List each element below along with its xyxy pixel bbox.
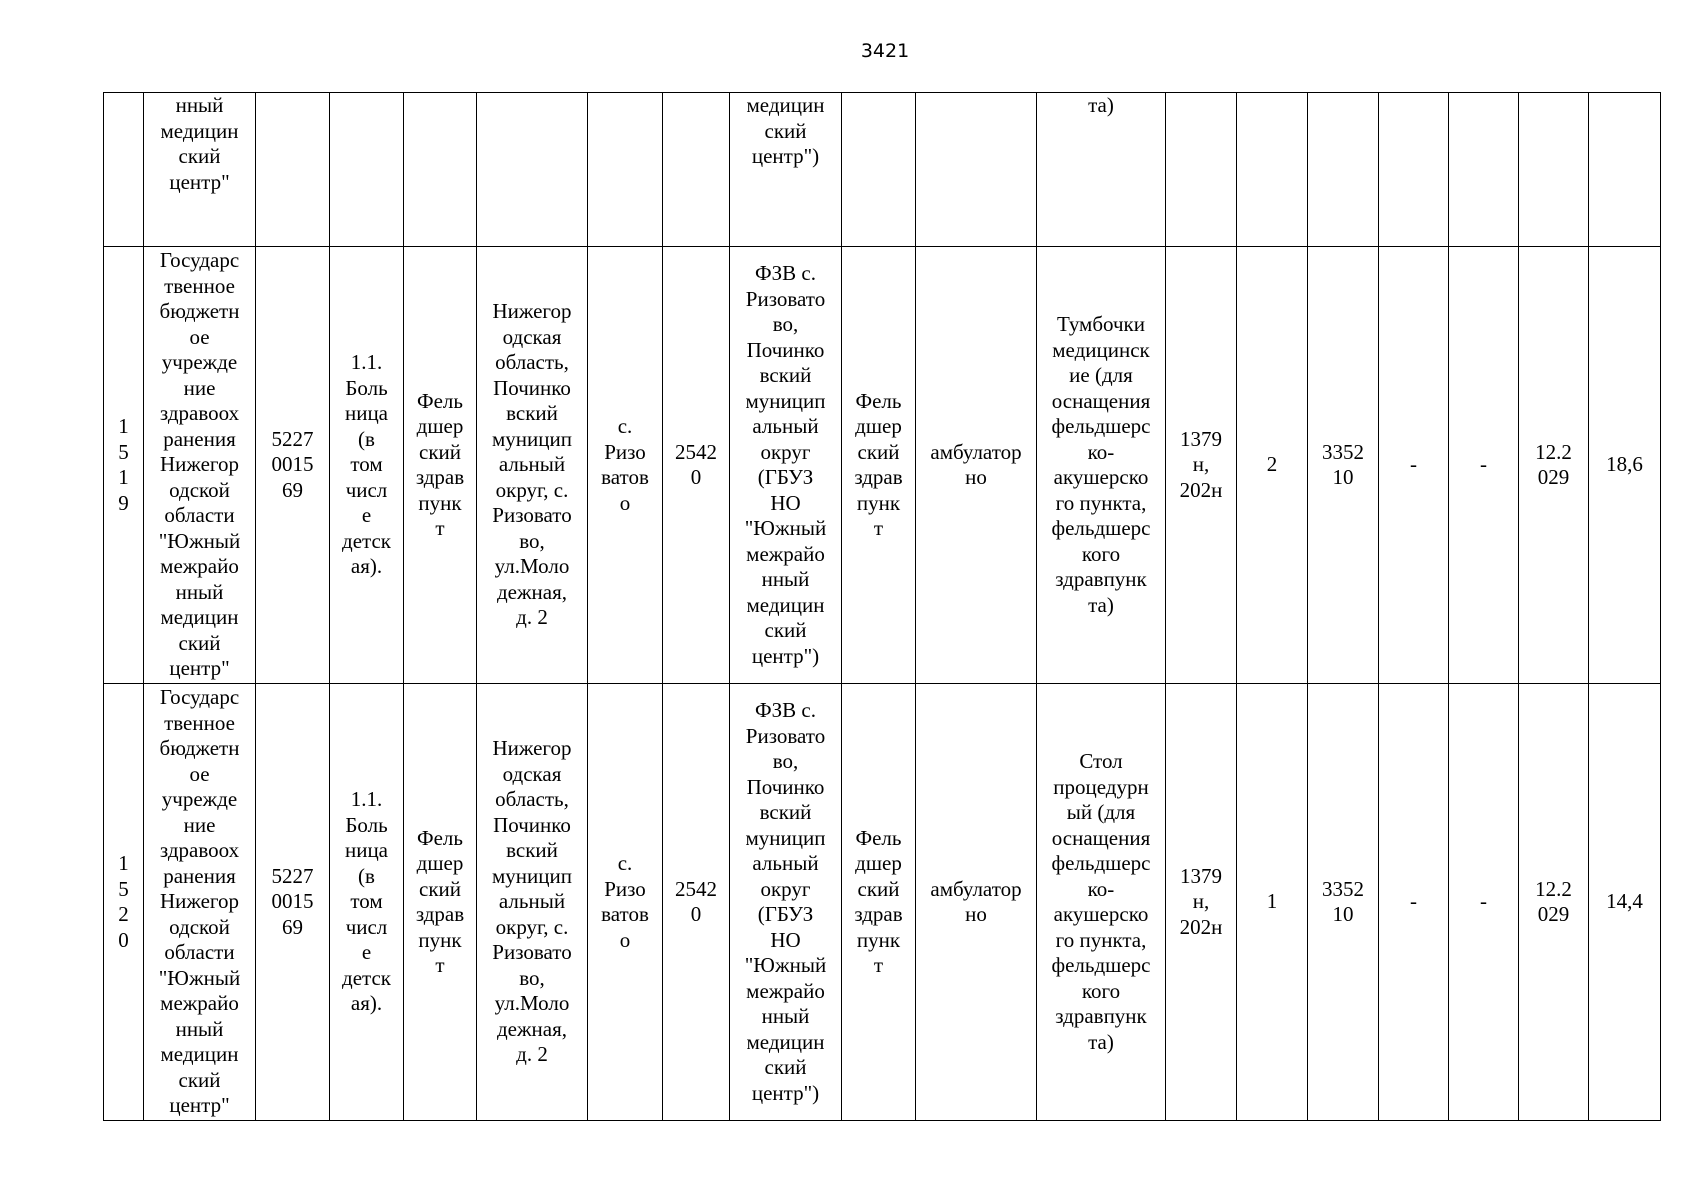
table-cell: та) (1037, 93, 1166, 247)
unit-type-cell: Фель дшер ский здрав пунк т (404, 684, 477, 1121)
code-cell: 2542 0 (663, 684, 730, 1121)
unit-name-cell: ФЗВ с. Ризовато во, Починко вский муницип альный округ (ГБУЗ НО "Южный межрайо нный медицин ский центр") (730, 247, 842, 684)
table-cell: медицин ский центр") (730, 93, 842, 247)
table-cell (330, 93, 404, 247)
category-cell: 1.1. Боль ница (в том числ е детск ая). (330, 247, 404, 684)
order-cell: 1379 н, 202н (1166, 247, 1237, 684)
dash-cell: - (1379, 684, 1449, 1121)
unit-kind-cell: Фель дшер ский здрав пунк т (842, 684, 916, 1121)
page-number: 3421 (860, 40, 910, 62)
classifier-code-cell: 3352 10 (1308, 247, 1379, 684)
settlement-cell: с. Ризо ватов о (588, 684, 663, 1121)
address-cell: Нижегор одская область, Починко вский муницип альный округ, с. Ризовато во, ул.Моло дежная, д. 2 (477, 684, 588, 1121)
document-table (103, 92, 1661, 1121)
table-cell (404, 93, 477, 247)
table-cell (1379, 93, 1449, 247)
equipment-name-cell: Тумбочки медицинск ие (для оснащения фельдшерс ко- акушерско го пункта, фельдшерс кого здравпунк та) (1037, 247, 1166, 684)
table-cell (842, 93, 916, 247)
amount-cell: 18,6 (1589, 247, 1661, 684)
code-cell: 2542 0 (663, 247, 730, 684)
table-cell (663, 93, 730, 247)
date-cell: 12.2 029 (1519, 684, 1589, 1121)
organization-cell: Государс твенное бюджетн ое учрежде ние здравоох ранения Нижегор одской области "Южный межрайо нный медицин ский центр" (144, 684, 256, 1121)
care-condition-cell: амбулатор но (916, 684, 1037, 1121)
order-cell: 1379 н, 202н (1166, 684, 1237, 1121)
address-cell: Нижегор одская область, Починко вский муницип альный округ, с. Ризовато во, ул.Моло дежная, д. 2 (477, 247, 588, 684)
unit-kind-cell: Фель дшер ский здрав пунк т (842, 247, 916, 684)
table-cell: нный медицин ский центр" (144, 93, 256, 247)
table-cell (477, 93, 588, 247)
inn-cell: 5227 0015 69 (256, 684, 330, 1121)
amount-cell: 14,4 (1589, 684, 1661, 1121)
unit-name-cell: ФЗВ с. Ризовато во, Починко вский муницип альный округ (ГБУЗ НО "Южный межрайо нный медицин ский центр") (730, 684, 842, 1121)
quantity-cell: 1 (1237, 684, 1308, 1121)
table-cell (1519, 93, 1589, 247)
table-cell (256, 93, 330, 247)
table-cell (1237, 93, 1308, 247)
dash-cell: - (1449, 684, 1519, 1121)
category-cell: 1.1. Боль ница (в том числ е детск ая). (330, 684, 404, 1121)
classifier-code-cell: 3352 10 (1308, 684, 1379, 1121)
settlement-cell: с. Ризо ватов о (588, 247, 663, 684)
inn-cell: 5227 0015 69 (256, 247, 330, 684)
unit-type-cell: Фель дшер ский здрав пунк т (404, 247, 477, 684)
dash-cell: - (1449, 247, 1519, 684)
equipment-name-cell: Стол процедурн ый (для оснащения фельдшерс ко- акушерско го пункта, фельдшерс кого здравпунк та) (1037, 684, 1166, 1121)
care-condition-cell: амбулатор но (916, 247, 1037, 684)
table-cell (104, 93, 144, 247)
table-cell (1308, 93, 1379, 247)
row-number-cell: 1 5 2 0 (104, 684, 144, 1121)
organization-cell: Государс твенное бюджетн ое учрежде ние здравоох ранения Нижегор одской области "Южный межрайо нный медицин ский центр" (144, 247, 256, 684)
table-row (104, 93, 1661, 247)
row-number-cell: 1 5 1 9 (104, 247, 144, 684)
table-cell (916, 93, 1037, 247)
table-row (104, 684, 1661, 1121)
table-cell (1589, 93, 1661, 247)
quantity-cell: 2 (1237, 247, 1308, 684)
table-cell (1166, 93, 1237, 247)
table-row (104, 247, 1661, 684)
date-cell: 12.2 029 (1519, 247, 1589, 684)
table-cell (588, 93, 663, 247)
dash-cell: - (1379, 247, 1449, 684)
table-cell (1449, 93, 1519, 247)
